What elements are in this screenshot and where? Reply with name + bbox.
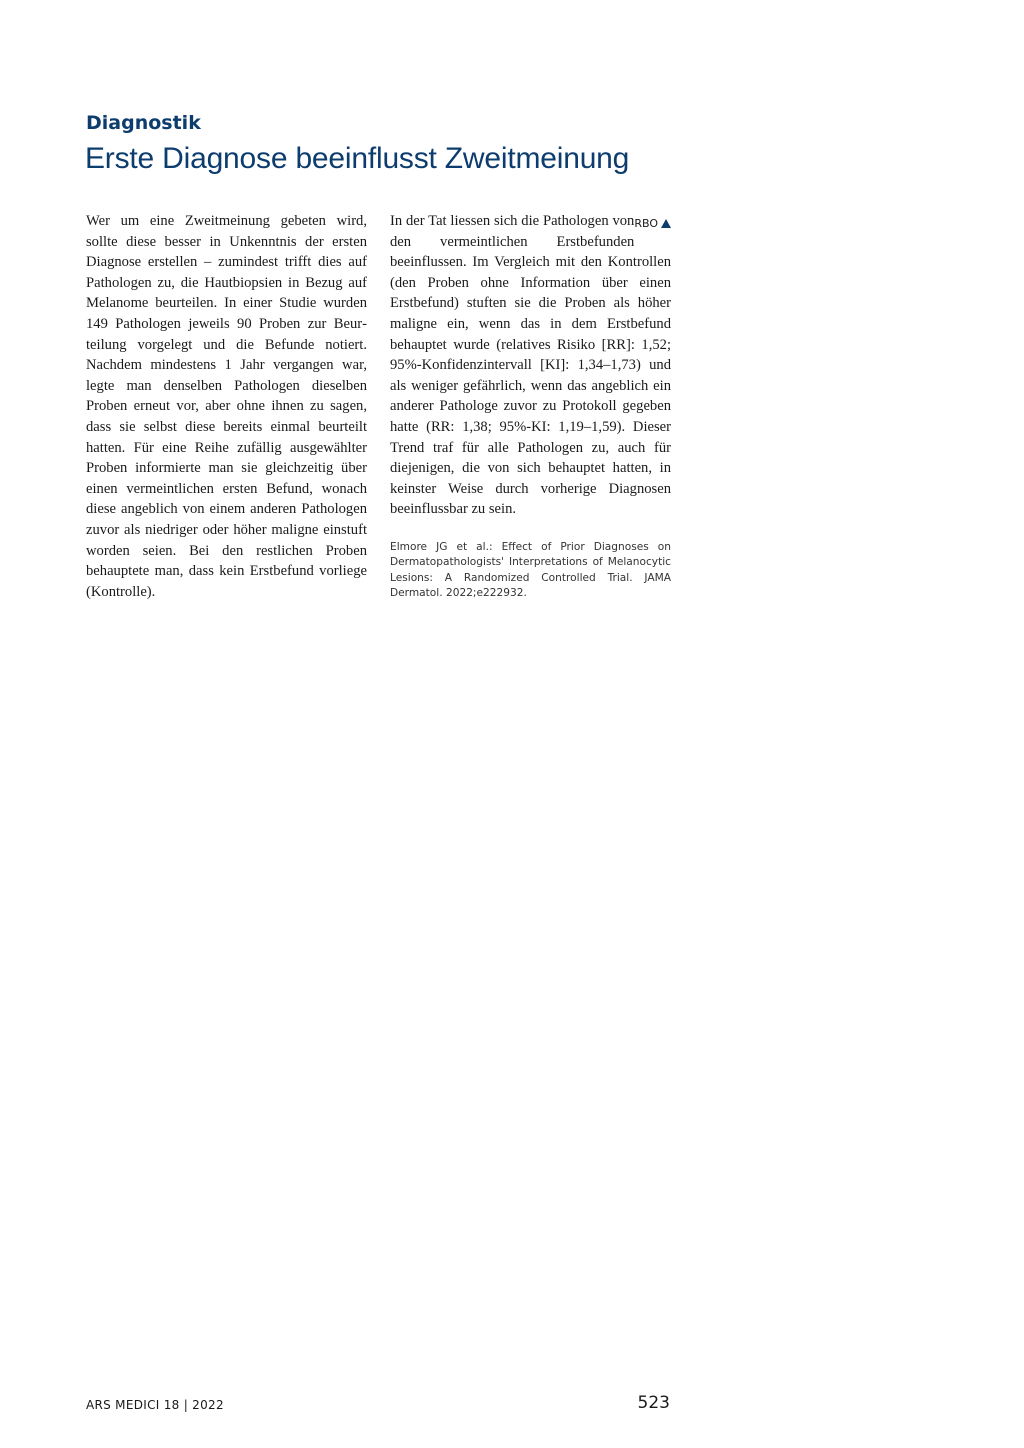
paragraph-with-signature (390, 211, 671, 520)
article-column-left (86, 211, 367, 602)
article-column-right (390, 211, 671, 520)
article-title: Erste Diagnose beeinflusst Zweitmeinung (85, 142, 630, 175)
section-label: Diagnostik (86, 112, 201, 134)
body-paragraph-left: Wer um eine Zweitmeinung gebeten wird, sollte diese besser in Unkenntnis der ersten Diagnose erstellen – zumindest trifft dies auf Pathologen zu, die Hautbiopsien in Bezug auf Melanome beurteilen. In einer Studie wurden 149 Pathologen jeweils 90 Proben zur Beurteilung vorgelegt und die Befunde notiert. Nachdem mindestens 1 Jahr vergangen war, legte man denselben Pathologen dieselben Proben erneut vor, aber ohne ihnen zu sagen, dass sie selbst diese bereits einmal beurteilt hatten. Für eine Reihe zufällig ausgewählter Proben informierte man sie gleichzeitig über einen vermeintlichen ersten Befund, wonach diese angeblich von einem anderen Pathologen zuvor als niedriger oder höher maligne einstuft worden seien. Bei den restlichen Proben behauptete man, dass kein Erstbefund vorliege (Kontrolle). (86, 213, 367, 600)
literature-reference: Elmore JG et al.: Effect of Prior Diagnoses on Dermatopathologists' Interpretations of Melanocytic Lesions: A Randomized Controlled Trial. JAMA Dermatol. 2022;e222932. (390, 541, 671, 600)
footer-journal-issue: ARS MEDICI 18 | 2022 (86, 1398, 224, 1412)
author-signature (634, 214, 671, 235)
triangle-end-icon (661, 219, 671, 228)
body-paragraph-right: In der Tat liessen sich die Pathologen von den vermeintlichen Erstbefunden beeinflussen. Im Vergleich mit den Kontrollen (den Proben ohne Information über einen Erstbefund) stuften sie die Proben als höher maligne ein, wenn das in dem Erstbefund behauptet wurde (relatives Risiko [RR]: 1,52; 95%-Konfidenzintervall [KI]: 1,34–1,73) und als weniger gefährlich, wenn das angeblich ein anderer Pathologe zuvor zu Protokoll gegeben hatte (RR: 1,38; 95%-KI: 1,19–1,59). Dieser Trend traf für alle Pathologen zu, auch für diejenigen, die von sich behauptet hatten, in keinster Weise durch vorherige Diagnosen beeinflussbar zu sein. (390, 213, 671, 518)
author-initials: RBO (634, 217, 658, 230)
footer-page-number: 523 (637, 1393, 670, 1413)
